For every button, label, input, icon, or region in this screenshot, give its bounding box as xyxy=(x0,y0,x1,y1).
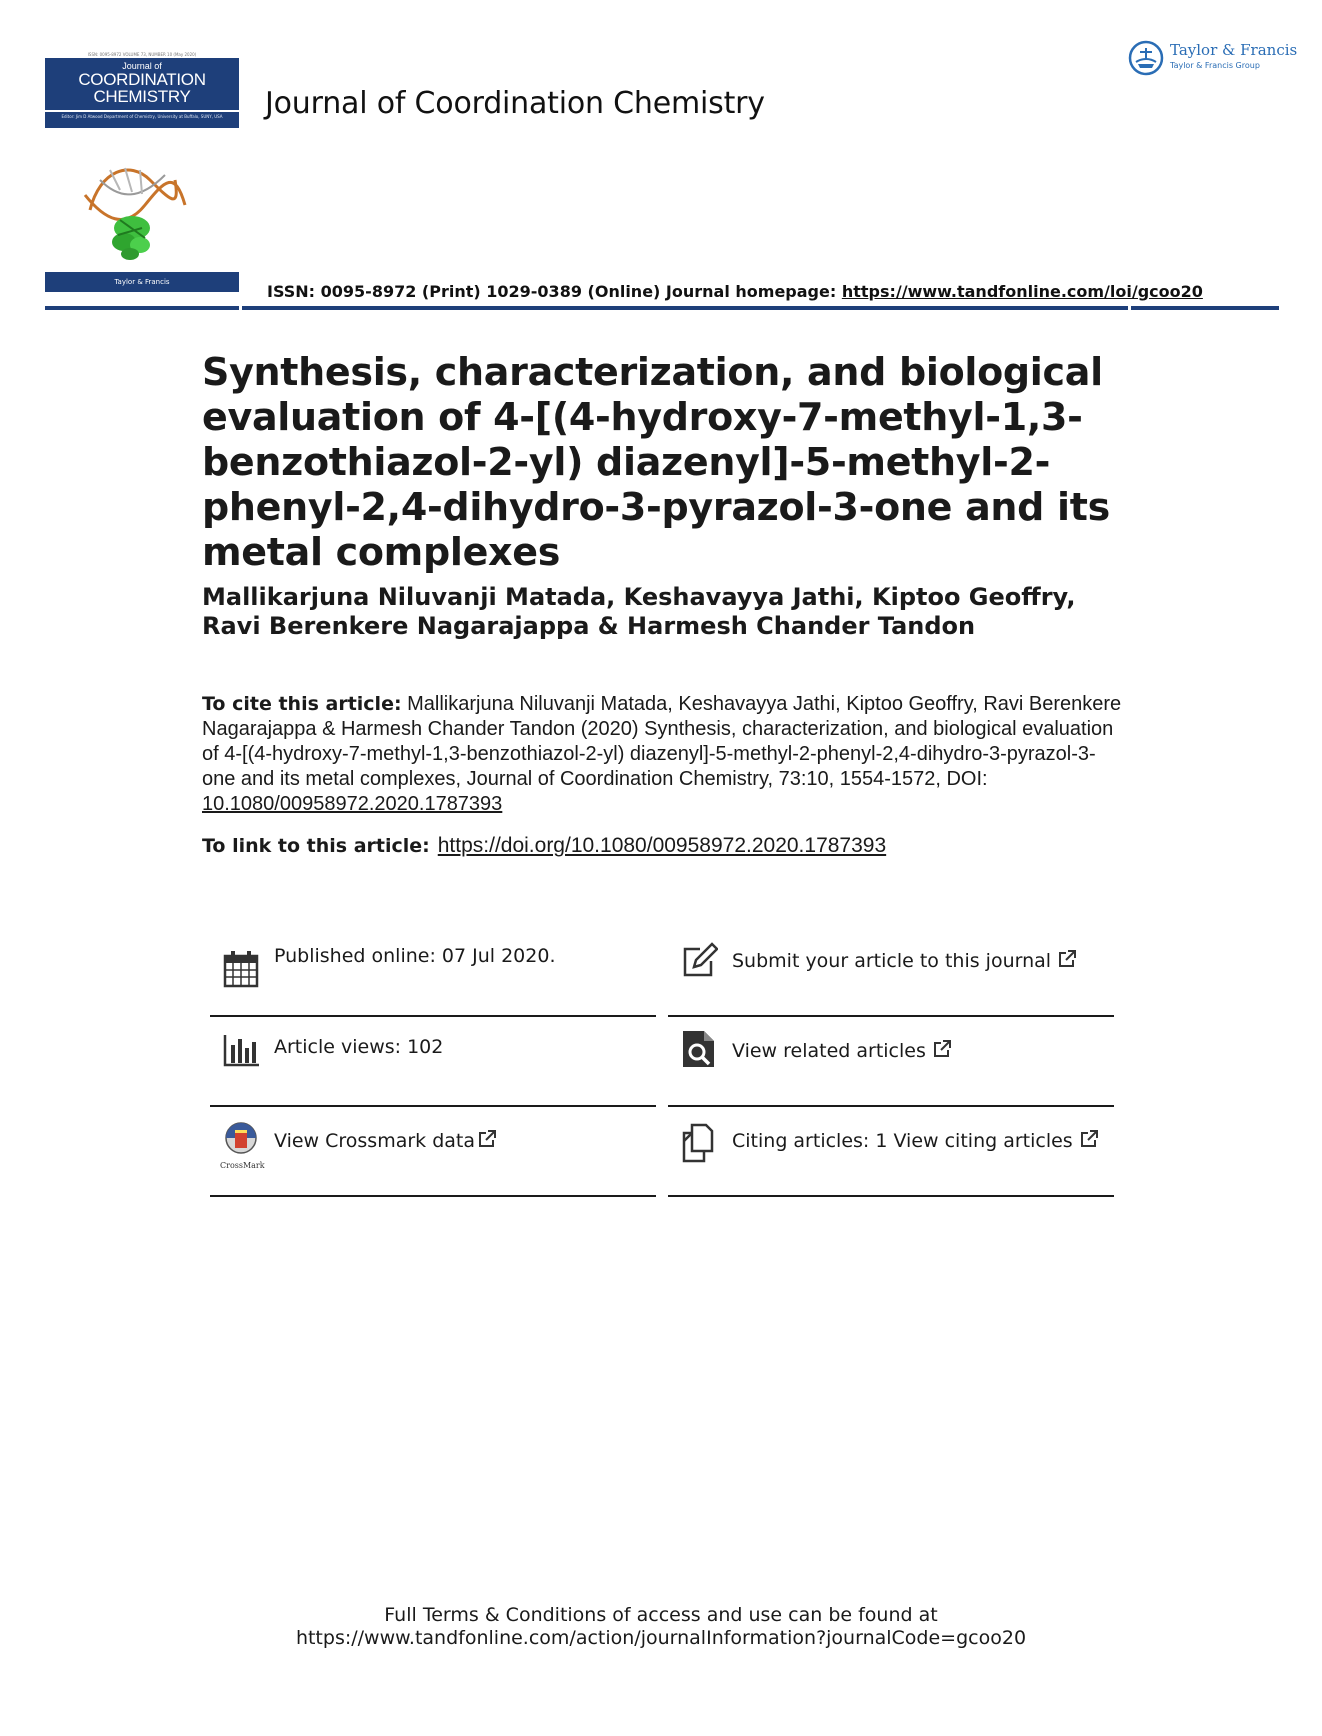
cover-title-line2: CHEMISTRY xyxy=(93,87,191,106)
external-link-icon xyxy=(932,1039,952,1059)
article-title: Synthesis, characterization, and biological evaluation of 4-[(4-hydroxy-7-methyl-1,3-benzothiazol-2-yl) diazenyl]-5-methyl-2-phenyl-2,4-dihydro-3-pyrazol-3-one and its metal complexes xyxy=(202,350,1110,574)
publisher-name: Taylor & Francis xyxy=(1170,41,1298,59)
article-authors: Mallikarjuna Niluvanji Matada, Keshavayya Jathi, Kiptoo Geoffry, Ravi Berenkere Nagarajappa & Harmesh Chander Tandon xyxy=(202,583,1076,640)
cover-masthead xyxy=(45,52,239,110)
related-articles-label: View related articles xyxy=(732,1040,926,1062)
terms-footer xyxy=(0,1604,1322,1650)
calendar-icon xyxy=(222,949,260,989)
cover-editor-band: Editor: Jim D Atwood Department of Chemistry, University at Buffalo, SUNY, USA xyxy=(45,112,239,128)
journal-homepage-link[interactable]: https://www.tandfonline.com/loi/gcoo20 xyxy=(841,282,1203,301)
edit-icon xyxy=(680,941,718,981)
external-link-icon xyxy=(1079,1129,1099,1149)
article-doi-url[interactable]: https://doi.org/10.1080/00958972.2020.1787393 xyxy=(437,834,887,857)
article-views-text: Article views: 102 xyxy=(274,1036,444,1058)
crossmark-icon xyxy=(222,1121,260,1161)
citation-text: Mallikarjuna Niluvanji Matada, Keshavayya Jathi, Kiptoo Geoffry, Ravi Berenkere Nagarajappa & Harmesh Chander Tandon (2020) Synthesis, characterization, and biological evaluation of 4-[(4-hydroxy-7-methyl-1,3-benzothiazol-2-yl) diazenyl]-5-methyl-2-phenyl-2,4-dihydro-3-pyrazol-3-one and its metal complexes, Journal of Coordination Chemistry, 73:10, 1554-1572, DOI: xyxy=(202,693,1122,790)
protein-structure-illustration xyxy=(80,150,190,262)
citing-articles-cell[interactable] xyxy=(668,1109,1114,1197)
citation-label: To cite this article: xyxy=(202,693,402,715)
cover-issn-line: ISSN: 0095-8972 VOLUME 73, NUMBER 10 (May 2020) xyxy=(45,52,239,58)
document-search-icon xyxy=(680,1029,718,1069)
header-divider xyxy=(1131,306,1279,310)
published-online-text: Published online: 07 Jul 2020. xyxy=(274,945,556,967)
issn-line xyxy=(267,282,1203,301)
crossmark-badge-text: CrossMark xyxy=(220,1161,265,1170)
external-link-icon xyxy=(1057,949,1077,969)
bar-chart-icon xyxy=(222,1029,260,1069)
submit-article-link[interactable] xyxy=(732,949,1077,972)
cover-publisher-band: Taylor & Francis xyxy=(45,272,239,292)
terms-line: Full Terms & Conditions of access and use can be found at xyxy=(384,1604,938,1626)
crossmark-label: View Crossmark data xyxy=(274,1130,476,1152)
related-articles-cell[interactable] xyxy=(668,1019,1114,1107)
citing-articles-label: Citing articles: 1 View citing articles xyxy=(732,1130,1073,1152)
cover-journal-of: Journal of xyxy=(122,61,162,71)
citation-block xyxy=(202,692,1122,817)
header-divider xyxy=(45,306,239,310)
cover-title-line1: COORDINATION xyxy=(78,70,206,89)
submit-article-label: Submit your article to this journal xyxy=(732,950,1052,972)
crossmark-cell[interactable] xyxy=(210,1109,656,1197)
citing-articles-link[interactable] xyxy=(732,1129,1099,1152)
copy-documents-icon xyxy=(680,1123,718,1163)
citation-doi-link[interactable]: 10.1080/00958972.2020.1787393 xyxy=(202,793,503,815)
article-link-label: To link to this article: xyxy=(202,835,430,857)
article-link-block xyxy=(202,833,886,858)
taylor-francis-logo[interactable] xyxy=(1128,38,1298,78)
journal-title: Journal of Coordination Chemistry xyxy=(265,86,765,121)
header-divider xyxy=(242,306,1128,310)
submit-article-cell[interactable] xyxy=(668,929,1114,1017)
crossmark-link[interactable] xyxy=(274,1129,497,1152)
publisher-group: Taylor & Francis Group xyxy=(1170,61,1260,70)
issn-text: ISSN: 0095-8972 (Print) 1029-0389 (Online) Journal homepage: xyxy=(267,282,842,301)
taylor-francis-logo-icon xyxy=(1128,40,1164,76)
external-link-icon xyxy=(477,1129,497,1149)
journal-cover xyxy=(45,52,239,294)
terms-url[interactable]: https://www.tandfonline.com/action/journalInformation?journalCode=gcoo20 xyxy=(295,1627,1027,1649)
article-views-cell xyxy=(210,1019,656,1107)
published-online-cell xyxy=(210,929,656,1017)
related-articles-link[interactable] xyxy=(732,1039,952,1062)
